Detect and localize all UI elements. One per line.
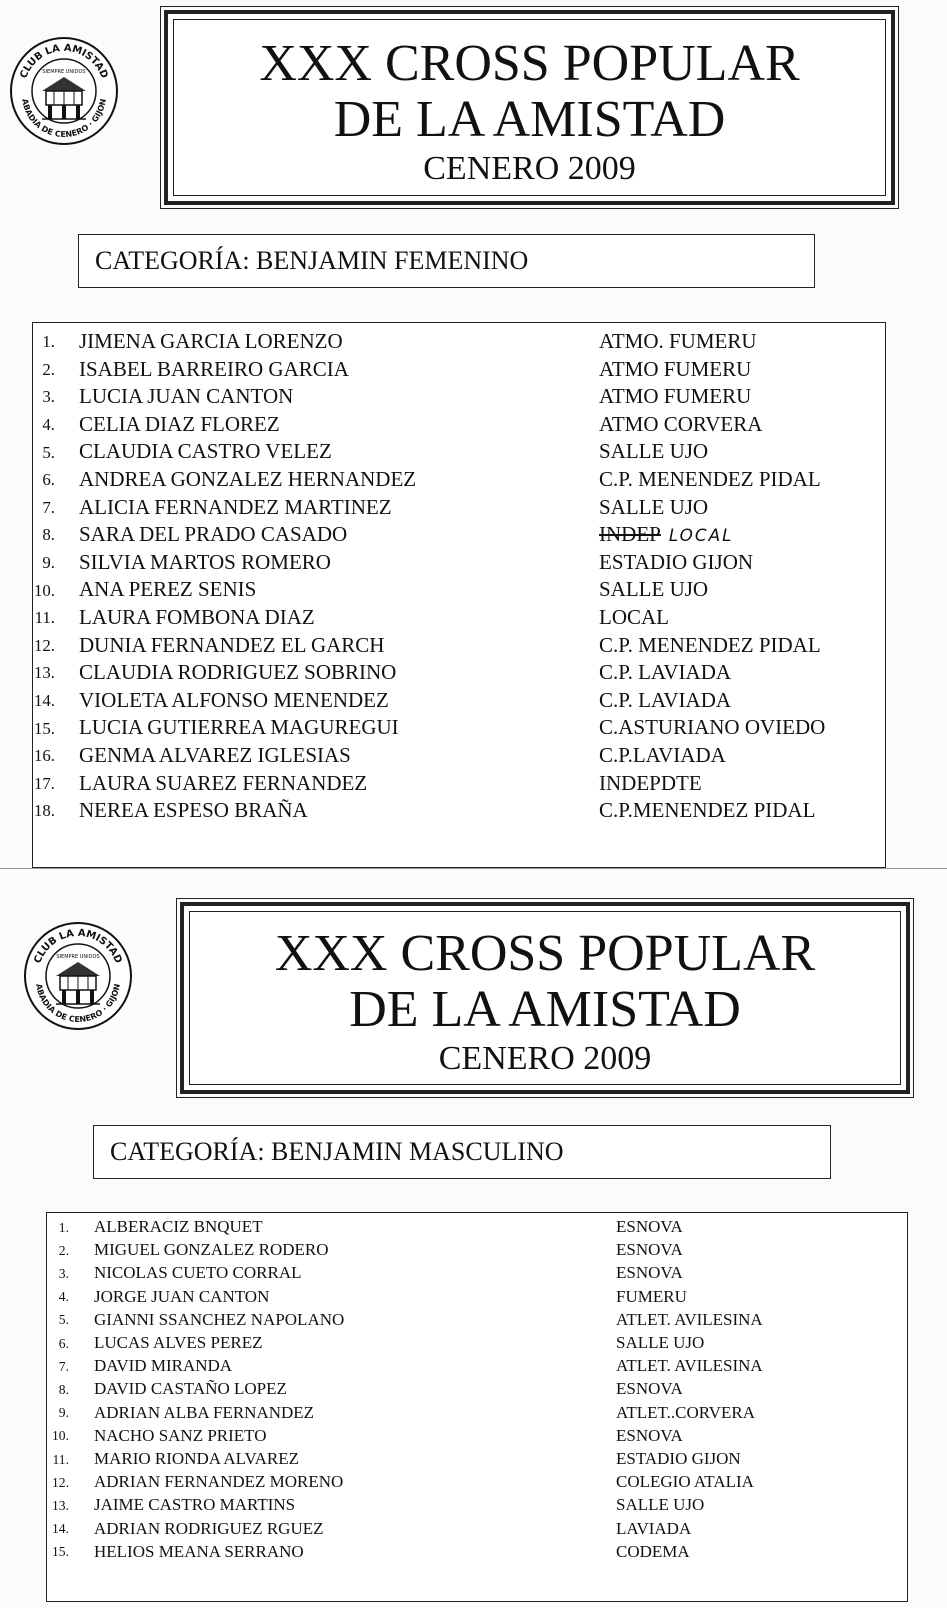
runner-club-text: C.P.LAVIADA: [599, 743, 726, 767]
result-row: [33, 577, 885, 605]
runner-club: [616, 1356, 763, 1376]
logo-top-text: CLUB LA AMISTAD: [18, 42, 110, 81]
event-title-line1: XXX CROSS POPULAR: [259, 35, 800, 92]
logo-motto: SIEMPRE UNIDOS: [42, 69, 86, 75]
runner-name: VIOLETA ALFONSO MENENDEZ: [79, 687, 389, 712]
runner-club: [599, 577, 708, 602]
runner-club-text: INDEPDTE: [599, 770, 702, 795]
result-position: 15.: [34, 718, 55, 738]
category-box: [78, 234, 815, 288]
category-label: CATEGORÍA: BENJAMIN FEMENINO: [95, 246, 529, 275]
club-logo-emblem: [22, 920, 134, 1032]
results-list: [32, 322, 886, 868]
runner-club-text: ESNOVA: [616, 1217, 683, 1236]
runner-club: [599, 743, 726, 768]
runner-club: [616, 1217, 683, 1237]
result-row: [33, 743, 885, 771]
result-row: [47, 1426, 907, 1449]
runner-club: [599, 771, 702, 796]
runner-club: [616, 1542, 690, 1562]
result-row: [33, 715, 885, 743]
runner-name: JAIME CASTRO MARTINS: [94, 1495, 296, 1515]
result-position: 7.: [42, 497, 55, 517]
runner-name: LAURA SUAREZ FERNANDEZ: [79, 770, 368, 795]
result-row: [47, 1217, 907, 1240]
result-row: [33, 384, 885, 412]
result-position: 5.: [58, 1312, 69, 1328]
runner-club: [599, 412, 762, 437]
runner-club-text: C.P. LAVIADA: [599, 660, 732, 685]
result-position: 12.: [34, 635, 55, 655]
runner-name: CELIA DIAZ FLOREZ: [79, 411, 280, 436]
runner-club-text: ESTADIO GIJON: [599, 549, 754, 574]
event-title-line3: CENERO 2009: [423, 150, 636, 187]
runner-club: [599, 357, 751, 382]
runner-name: MARIO RIONDA ALVAREZ: [94, 1449, 299, 1468]
logo-motto: SIEMPRE UNIDOS: [56, 954, 100, 960]
runner-club: [616, 1426, 683, 1446]
runner-club-text: COLEGIO ATALIA: [616, 1472, 754, 1492]
result-row: [33, 439, 885, 467]
result-position: 9.: [42, 552, 55, 572]
runner-name: DAVID CASTAÑO LOPEZ: [94, 1379, 287, 1399]
result-position: 13.: [34, 663, 55, 683]
runner-club: [616, 1333, 704, 1353]
runner-name: JORGE JUAN CANTON: [94, 1286, 270, 1306]
runner-club-text: ESNOVA: [616, 1379, 683, 1399]
runner-name: GENMA ALVAREZ IGLESIAS: [79, 743, 351, 767]
runner-club: [616, 1472, 754, 1492]
runner-name: ADRIAN ALBA FERNANDEZ: [94, 1402, 315, 1422]
results-list: [46, 1212, 908, 1602]
runner-club: [599, 633, 821, 658]
result-position: 8.: [42, 525, 55, 545]
result-position: 16.: [34, 746, 55, 766]
result-position: 15.: [52, 1544, 69, 1560]
runner-club-text: LAVIADA: [616, 1518, 692, 1538]
event-title-line3: CENERO 2009: [438, 1040, 652, 1077]
runner-name: SILVIA MARTOS ROMERO: [79, 549, 331, 574]
runner-club: [616, 1263, 683, 1283]
runner-club: [616, 1287, 687, 1307]
category-label: CATEGORÍA: BENJAMIN MASCULINO: [110, 1137, 564, 1166]
runner-club-text: ATLET..CORVERA: [616, 1402, 756, 1422]
runner-club-text: ESTADIO GIJON: [616, 1449, 741, 1468]
results-section-masculino: [0, 880, 947, 1608]
runner-name: JIMENA GARCIA LORENZO: [79, 329, 343, 353]
handwritten-correction: LOCAL: [668, 525, 734, 546]
runner-club-text: ATLET. AVILESINA: [616, 1309, 763, 1329]
runner-club-text: ESNOVA: [616, 1425, 683, 1445]
result-position: 14.: [34, 690, 55, 710]
runner-club-text: INDEP: [599, 522, 661, 547]
logo-bottom-text: ABADIA DE CENERO · GIJON: [20, 98, 108, 140]
runner-club: [599, 715, 825, 740]
runner-club: [616, 1379, 683, 1399]
runner-club-text: CODEMA: [616, 1541, 690, 1561]
result-row: [47, 1310, 907, 1333]
result-row: [33, 633, 885, 661]
runner-club-text: ATMO FUMERU: [599, 356, 752, 381]
runner-name: ALBERACIZ BNQUET: [94, 1217, 263, 1236]
club-logo: [22, 920, 134, 1032]
runner-club-text: ATMO FUMERU: [599, 384, 752, 409]
runner-club: [616, 1310, 763, 1330]
runner-club: [616, 1240, 683, 1260]
result-position: 4.: [58, 1289, 69, 1305]
runner-club: [599, 688, 731, 713]
result-position: 1.: [42, 332, 55, 352]
result-row: [33, 329, 885, 357]
event-title-line2: DE LA AMISTAD: [333, 91, 726, 148]
result-row: [33, 495, 885, 523]
result-position: 3.: [58, 1265, 69, 1281]
category-box: [93, 1125, 831, 1179]
runner-name: NICOLAS CUETO CORRAL: [94, 1263, 302, 1283]
runner-club-text: ATLET. AVILESINA: [616, 1356, 763, 1376]
runner-name: LUCIA JUAN CANTON: [79, 384, 294, 409]
runner-name: NEREA ESPESO BRAÑA: [79, 798, 308, 823]
event-title-line1: XXX CROSS POPULAR: [274, 925, 816, 982]
runner-name: ADRIAN RODRIGUEZ RGUEZ: [94, 1518, 324, 1538]
result-row: [47, 1263, 907, 1286]
runner-club: [599, 467, 821, 492]
runner-name: ANA PEREZ SENIS: [79, 577, 257, 602]
runner-name: DUNIA FERNANDEZ EL GARCH: [79, 632, 385, 657]
runner-name: DAVID MIRANDA: [94, 1356, 233, 1376]
result-row: [47, 1495, 907, 1518]
result-position: 11.: [52, 1451, 69, 1467]
club-logo-emblem: [8, 35, 120, 147]
runner-name: GIANNI SSANCHEZ NAPOLANO: [94, 1309, 345, 1329]
runner-club: [599, 522, 733, 547]
runner-name: ANDREA GONZALEZ HERNANDEZ: [79, 467, 417, 491]
result-position: 14.: [52, 1521, 69, 1537]
runner-club: [616, 1519, 691, 1539]
result-position: 13.: [52, 1497, 69, 1513]
page-divider: [0, 868, 947, 869]
result-row: [47, 1333, 907, 1356]
result-row: [47, 1542, 907, 1565]
runner-club-text: ATMO. FUMERU: [599, 329, 757, 353]
runner-club: [599, 605, 669, 630]
runner-club-text: SALLE UJO: [599, 494, 709, 519]
runner-club-text: SALLE UJO: [599, 439, 709, 464]
runner-club-text: ESNOVA: [616, 1240, 683, 1260]
runner-club-text: SALLE UJO: [616, 1495, 705, 1515]
result-position: 12.: [52, 1474, 69, 1490]
result-position: 10.: [34, 580, 55, 600]
event-title-line2: DE LA AMISTAD: [349, 981, 741, 1038]
runner-club-text: ATMO CORVERA: [599, 411, 763, 436]
runner-club-text: C.ASTURIANO OVIEDO: [599, 715, 826, 740]
runner-club-text: LOCAL: [599, 605, 669, 629]
result-row: [33, 660, 885, 688]
runner-club-text: C.P. MENENDEZ PIDAL: [599, 632, 821, 657]
result-row: [47, 1449, 907, 1472]
result-position: 2.: [58, 1242, 69, 1258]
runner-club: [599, 329, 757, 354]
runner-club-text: C.P. MENENDEZ PIDAL: [599, 467, 821, 491]
runner-club-text: C.P.MENENDEZ PIDAL: [599, 798, 816, 823]
result-position: 6.: [42, 470, 55, 490]
runner-club: [599, 384, 751, 409]
logo-bottom-text: ABADIA DE CENERO · GIJON: [34, 983, 122, 1025]
result-row: [33, 798, 885, 826]
runner-name: ALICIA FERNANDEZ MARTINEZ: [79, 494, 392, 519]
runner-name: NACHO SANZ PRIETO: [94, 1425, 267, 1445]
result-row: [33, 412, 885, 440]
runner-name: ADRIAN FERNANDEZ MORENO: [94, 1472, 344, 1492]
result-position: 10.: [52, 1428, 69, 1444]
result-position: 2.: [42, 359, 55, 379]
runner-name: MIGUEL GONZALEZ RODERO: [94, 1240, 329, 1260]
runner-club-text: ESNOVA: [616, 1263, 683, 1283]
runner-name: LUCIA GUTIERREA MAGUREGUI: [79, 715, 399, 740]
runner-name: SARA DEL PRADO CASADO: [79, 522, 348, 547]
result-row: [47, 1356, 907, 1379]
result-position: 1.: [58, 1219, 69, 1235]
runner-name: CLAUDIA CASTRO VELEZ: [79, 439, 332, 464]
runner-club: [616, 1449, 741, 1469]
result-row: [33, 467, 885, 495]
event-title-box: [180, 902, 910, 1094]
result-row: [33, 605, 885, 633]
runner-club-text: SALLE UJO: [599, 577, 709, 602]
result-position: 17.: [34, 773, 55, 793]
result-position: 3.: [42, 387, 55, 407]
runner-club: [599, 798, 815, 823]
runner-club: [599, 439, 708, 464]
club-logo: [8, 35, 120, 147]
runner-club: [599, 660, 731, 685]
result-row: [47, 1240, 907, 1263]
result-row: [33, 688, 885, 716]
runner-club-text: SALLE UJO: [616, 1333, 705, 1352]
runner-name: LUCAS ALVES PEREZ: [94, 1333, 263, 1352]
event-title-box: [164, 10, 895, 205]
result-position: 9.: [58, 1405, 69, 1421]
runner-club-text: C.P. LAVIADA: [599, 687, 732, 712]
result-row: [47, 1287, 907, 1310]
runner-name: ISABEL BARREIRO GARCIA: [79, 356, 349, 381]
result-position: 7.: [58, 1358, 69, 1374]
runner-name: LAURA FOMBONA DIAZ: [79, 605, 315, 629]
result-row: [33, 771, 885, 799]
result-row: [33, 550, 885, 578]
result-row: [47, 1472, 907, 1495]
result-position: 11.: [34, 608, 55, 628]
result-row: [33, 357, 885, 385]
runner-name: HELIOS MEANA SERRANO: [94, 1541, 304, 1561]
result-row: [47, 1379, 907, 1402]
result-position: 5.: [42, 442, 55, 462]
runner-club: [599, 550, 753, 575]
result-row: [33, 522, 885, 550]
result-position: 8.: [58, 1381, 69, 1397]
result-position: 18.: [34, 801, 55, 821]
result-position: 6.: [58, 1335, 69, 1351]
runner-club-text: FUMERU: [616, 1286, 687, 1306]
result-row: [47, 1519, 907, 1542]
result-position: 4.: [42, 414, 55, 434]
runner-name: CLAUDIA RODRIGUEZ SOBRINO: [79, 660, 397, 685]
result-row: [47, 1403, 907, 1426]
runner-club: [616, 1495, 704, 1515]
runner-club: [616, 1403, 755, 1423]
runner-club: [599, 495, 708, 520]
logo-top-text: CLUB LA AMISTAD: [32, 927, 124, 966]
